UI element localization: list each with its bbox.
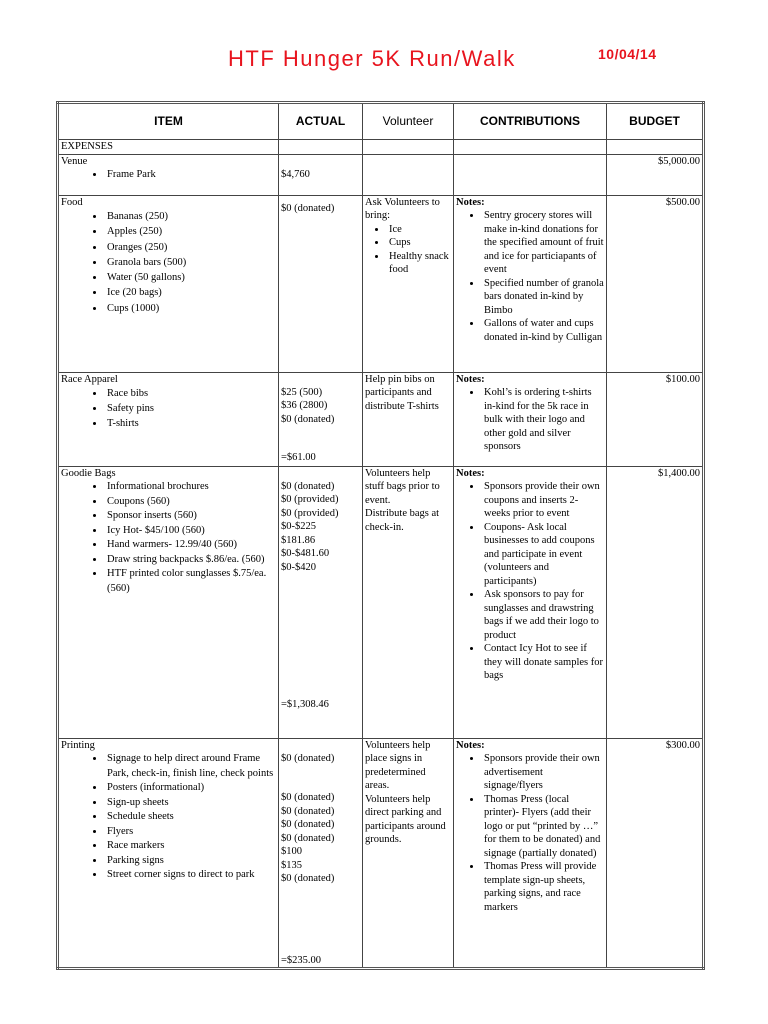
list-item: • Ask sponsors to pay for sunglasses and drawstring bags if we add their logo to product — [482, 588, 604, 642]
list-item: • Gallons of water and cups donated in-kind by Culligan — [482, 317, 604, 344]
list-item: • Street corner signs to direct to park — [105, 868, 276, 883]
volunteer-cell — [363, 195, 454, 372]
list-item: • HTF printed color sunglasses $.75/ea.(560) — [105, 567, 276, 596]
item-list — [61, 209, 276, 316]
actual-value: $0-$225 — [281, 521, 316, 532]
actual-value: $0 (donated) — [281, 480, 335, 492]
category-name: Food — [61, 196, 83, 208]
list-item: • Sponsors provide their own coupons and inserts 2-weeks prior to event — [482, 480, 604, 521]
list-item: • Oranges (250) — [105, 240, 276, 255]
actual-value: $0 (donated) — [281, 413, 335, 425]
list-item: • Cups (1000) — [105, 301, 276, 316]
actual-total: =$235.00 — [281, 954, 322, 966]
notes-label: Notes: — [456, 196, 485, 208]
actual-value: $0 (provided) — [281, 494, 339, 505]
category-name: Goodie Bags — [61, 467, 116, 479]
budget-table — [56, 101, 705, 970]
volunteer-text: Volunteers help direct parking and participants around grounds. — [365, 793, 446, 845]
actual-total: =$1,308.46 — [281, 699, 329, 710]
list-item: • Specified number of granola bars donated in-kind by Bimbo — [482, 277, 604, 318]
list-item: • Cups — [387, 236, 451, 250]
contributions-cell — [454, 372, 607, 466]
volunteer-cell — [363, 738, 454, 969]
document-date: 10/04/14 — [598, 46, 657, 62]
budget-value: $500.00 — [607, 195, 704, 372]
list-item: • Hand warmers- 12.99/40 (560) — [105, 538, 276, 553]
category-name: Printing — [61, 739, 95, 751]
list-item: • Sponsor inserts (560) — [105, 509, 276, 524]
item-cell — [58, 372, 279, 466]
actual-value: $135 — [281, 859, 302, 871]
list-item: • Race bibs — [105, 386, 276, 401]
volunteer-cell — [363, 154, 454, 195]
actual-value: $181.86 — [281, 534, 316, 546]
actual-value: $0 (donated) — [281, 832, 335, 844]
table-row — [58, 738, 704, 969]
list-item: • Apples (250) — [105, 224, 276, 239]
actual-value: $0 (donated) — [281, 202, 335, 214]
contributions-cell — [454, 195, 607, 372]
list-item: • Sign-up sheets — [105, 796, 276, 811]
notes-list — [456, 752, 604, 914]
actual-value: $0-$420 — [281, 561, 316, 573]
header-row — [58, 103, 704, 140]
header-contributions: CONTRIBUTIONS — [454, 103, 607, 140]
list-item: • Kohl’s is ordering t-shirts in-kind for the 5k race in bulk with their logo and other gold and silver sponsors — [482, 386, 604, 454]
list-item: • Icy Hot- $45/100 (560) — [105, 524, 276, 539]
list-item: • Informational brochures — [105, 480, 276, 495]
actual-cell — [279, 466, 363, 738]
budget-value: $300.00 — [607, 738, 704, 969]
list-item: • Thomas Press will provide template sign-up sheets, parking signs, and race markers — [482, 860, 604, 914]
actual-value: $100 — [281, 846, 302, 857]
notes-list — [456, 386, 604, 454]
contributions-cell — [454, 466, 607, 738]
expenses-row — [58, 140, 704, 155]
volunteer-cell — [363, 372, 454, 466]
list-item: • Safety pins — [105, 401, 276, 416]
volunteer-text: Volunteers help place signs in predetermined areas. — [365, 739, 431, 791]
actual-value: $0 (donated) — [281, 819, 335, 830]
notes-label: Notes: — [456, 373, 485, 385]
item-list — [61, 752, 276, 883]
budget-value: $1,400.00 — [607, 466, 704, 738]
list-item: • Granola bars (500) — [105, 255, 276, 270]
list-item: • Draw string backpacks $.86/ea. (560) — [105, 553, 276, 568]
list-item: • Parking signs — [105, 854, 276, 869]
notes-list — [456, 480, 604, 683]
header-budget: BUDGET — [607, 103, 704, 140]
header-item: ITEM — [58, 103, 279, 140]
actual-total: =$61.00 — [281, 452, 316, 463]
actual-value: $36 (2800) — [281, 400, 328, 411]
list-item: • T-shirts — [105, 416, 276, 431]
list-item: • Sponsors provide their own advertisement signage/flyers — [482, 752, 604, 793]
list-item: • Race markers — [105, 839, 276, 854]
list-item: • Thomas Press (local printer)- Flyers (add their logo or put “printed by …” for them to be donated) and signage (partially donated) — [482, 793, 604, 861]
volunteer-text: Help pin bibs on participants and distribute T-shirts — [365, 373, 439, 412]
item-cell — [58, 195, 279, 372]
list-item: • Coupons (560) — [105, 495, 276, 510]
item-list — [61, 480, 276, 596]
actual-cell — [279, 738, 363, 969]
list-item: • Frame Park — [105, 168, 276, 182]
expenses-label: EXPENSES — [58, 140, 279, 155]
actual-cell — [279, 154, 363, 195]
notes-label: Notes: — [456, 467, 485, 479]
budget-value: $100.00 — [607, 372, 704, 466]
actual-value: $25 (500) — [281, 386, 323, 398]
list-item: • Coupons- Ask local businesses to add coupons and participate in event (volunteers and participants) — [482, 521, 604, 589]
actual-value: $0-$481.60 — [281, 548, 330, 559]
document-title: HTF Hunger 5K Run/Walk — [228, 46, 516, 71]
contributions-cell — [454, 154, 607, 195]
volunteer-text: Volunteers help stuff bags prior to event. — [365, 467, 440, 506]
actual-value: $0 (donated) — [281, 752, 335, 764]
header-actual: ACTUAL — [279, 103, 363, 140]
actual-value: $0 (donated) — [281, 873, 335, 884]
actual-value: $0 (donated) — [281, 805, 335, 817]
actual-value: $0 (donated) — [281, 792, 335, 803]
actual-cell — [279, 195, 363, 372]
contributions-cell — [454, 738, 607, 969]
item-cell — [58, 154, 279, 195]
list-item: • Ice (20 bags) — [105, 285, 276, 300]
item-cell — [58, 466, 279, 738]
list-item: • Water (50 gallons) — [105, 270, 276, 285]
volunteer-list — [365, 223, 451, 277]
list-item: • Bananas (250) — [105, 209, 276, 224]
list-item: • Sentry grocery stores will make in-kind donations for the specified amount of fruit and ice for particiapants of event — [482, 209, 604, 277]
category-name: Venue — [61, 155, 88, 167]
actual-cell — [279, 372, 363, 466]
list-item: • Posters (informational) — [105, 781, 276, 796]
header-volunteer: Volunteer — [363, 103, 454, 140]
item-list — [61, 168, 276, 182]
list-item: • Ice — [387, 223, 451, 237]
item-cell — [58, 738, 279, 969]
actual-value: $4,760 — [281, 168, 310, 180]
list-item: • Flyers — [105, 825, 276, 840]
table-row — [58, 372, 704, 466]
list-item: • Schedule sheets — [105, 810, 276, 825]
list-item: • Signage to help direct around Frame Park, check-in, finish line, check points — [105, 752, 276, 781]
budget-value: $5,000.00 — [607, 154, 704, 195]
actual-value: $0 (provided) — [281, 507, 339, 519]
category-name: Race Apparel — [61, 373, 118, 385]
volunteer-text: Ask Volunteers to bring: — [365, 196, 440, 221]
list-item: • Contact Icy Hot to see if they will donate samples for bags — [482, 642, 604, 683]
table-row — [58, 195, 704, 372]
item-list — [61, 386, 276, 431]
volunteer-text: Distribute bags at check-in. — [365, 508, 440, 533]
notes-list — [456, 209, 604, 344]
notes-label: Notes: — [456, 739, 485, 751]
volunteer-cell — [363, 466, 454, 738]
table-row — [58, 154, 704, 195]
list-item: • Healthy snack food — [387, 250, 451, 277]
table-row — [58, 466, 704, 738]
